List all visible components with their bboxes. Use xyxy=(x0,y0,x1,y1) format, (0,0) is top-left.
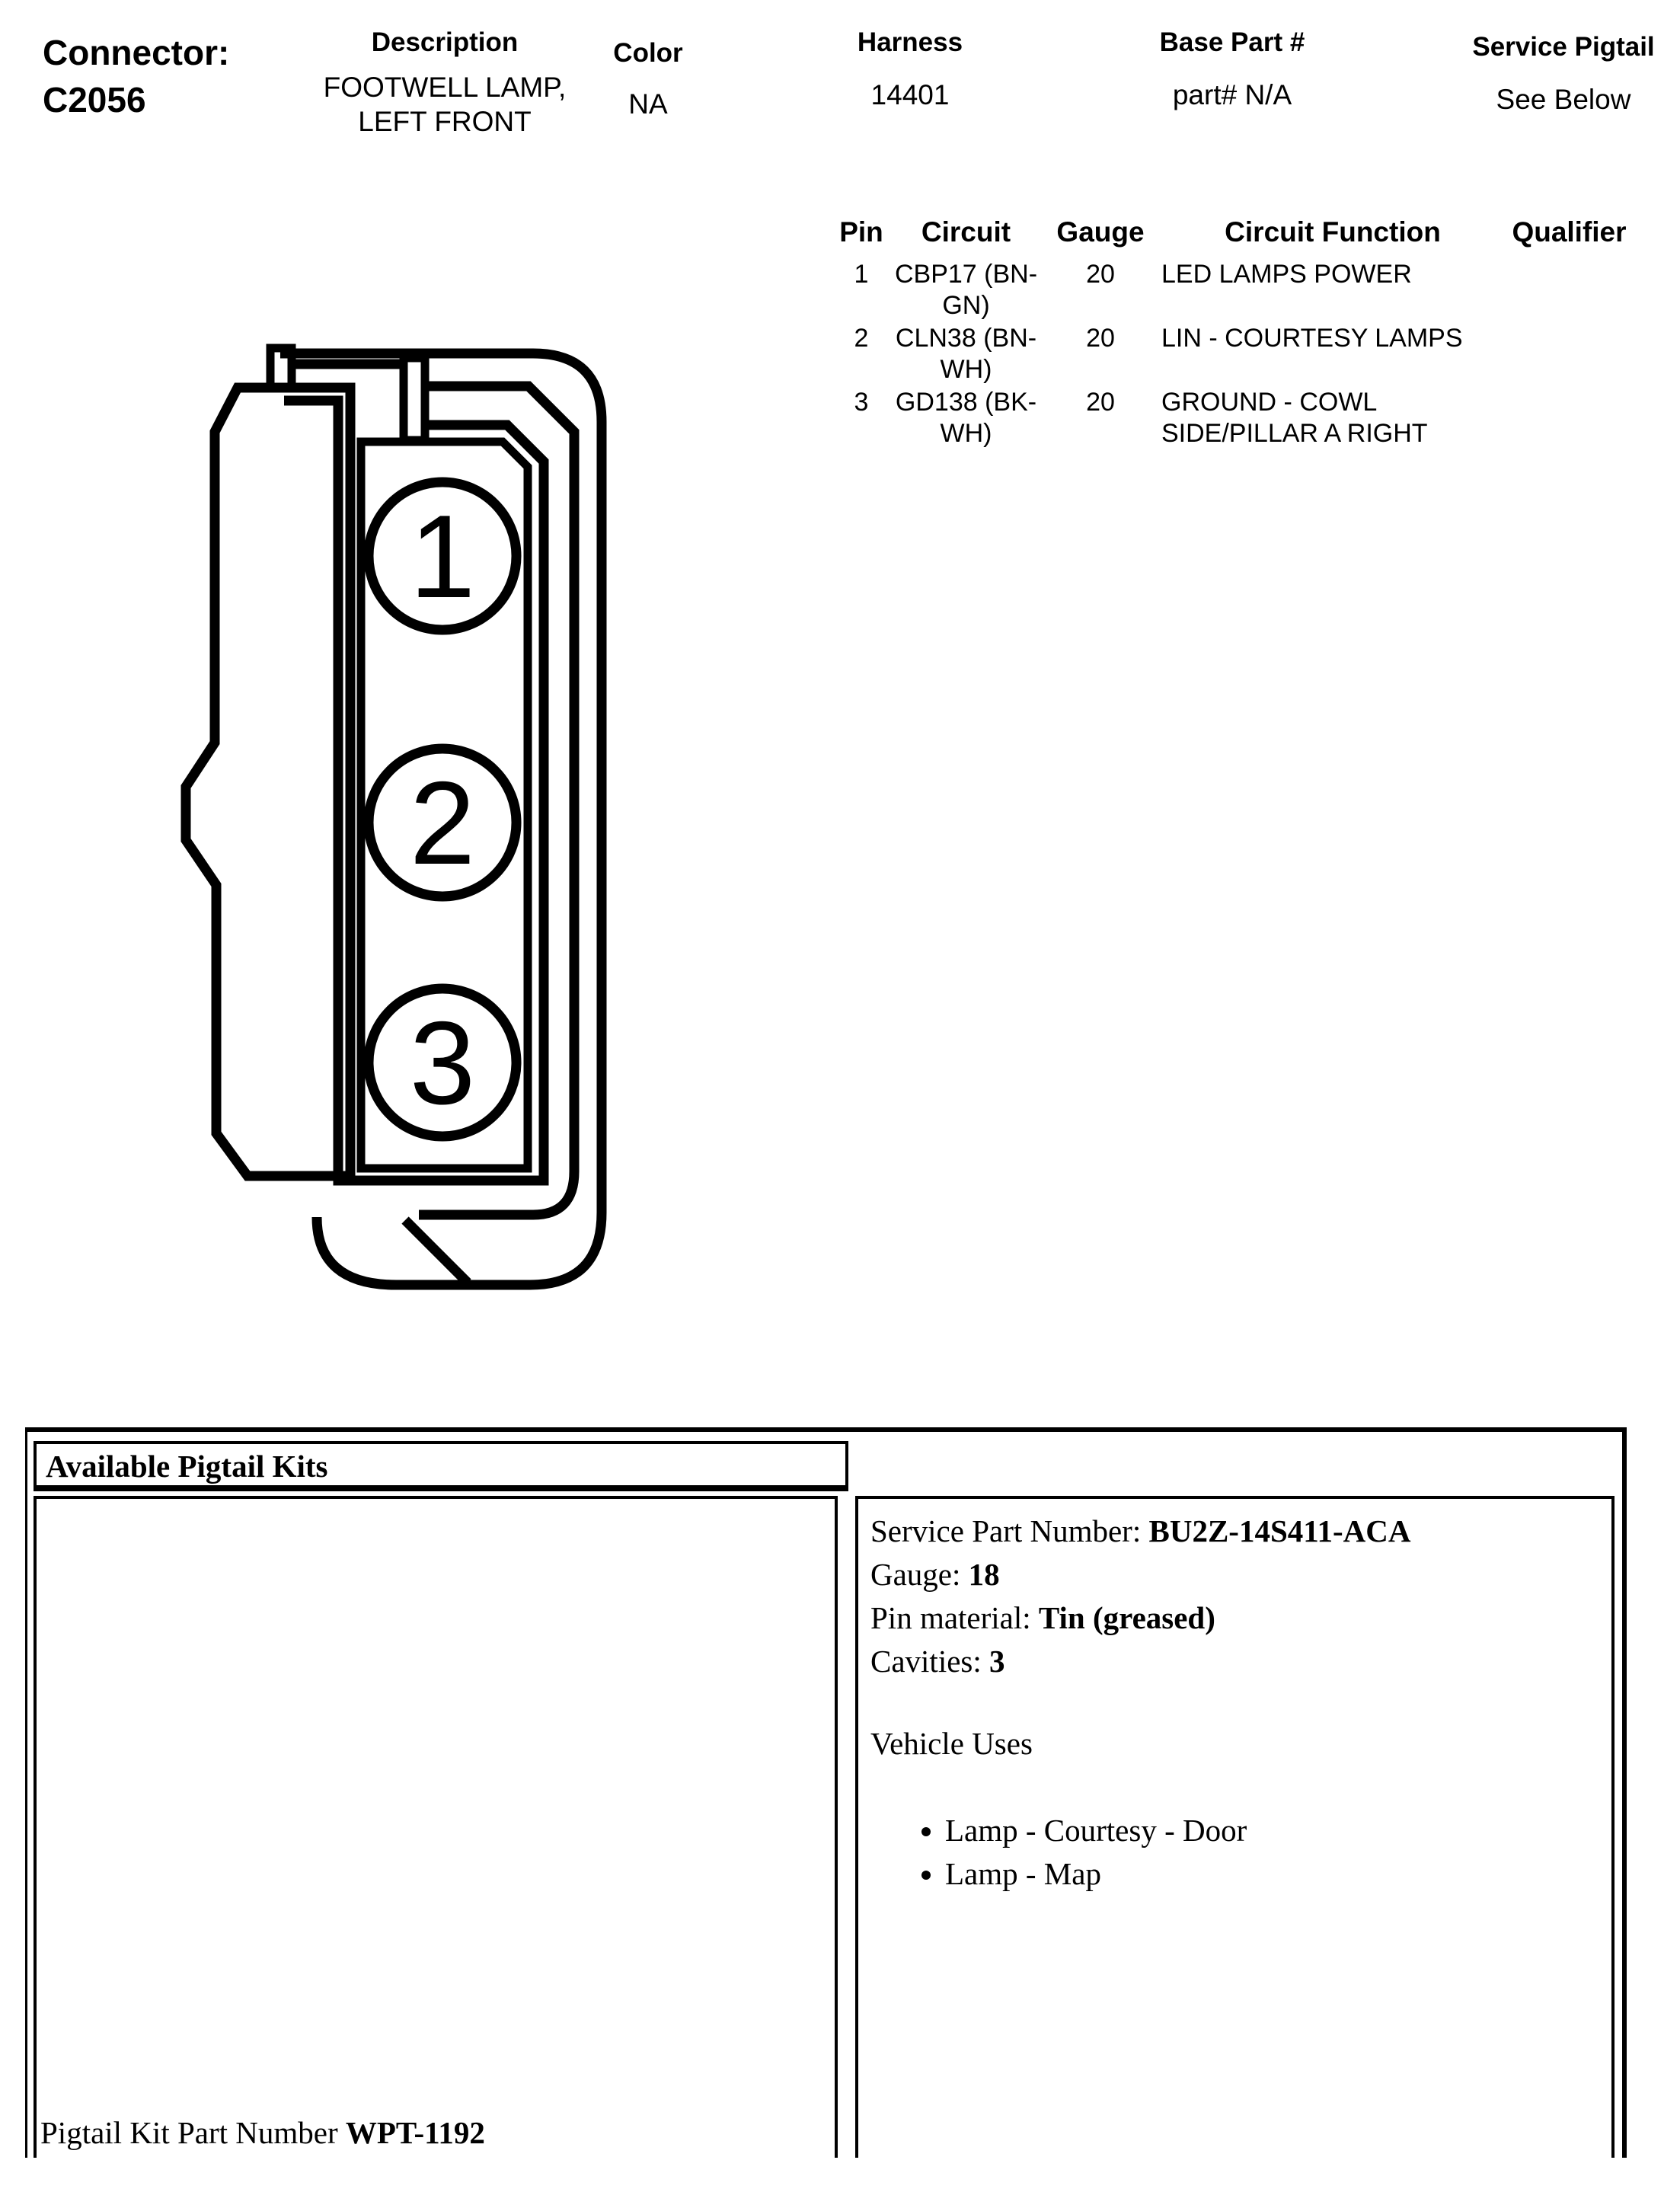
header-field-service-pigtail xyxy=(1459,32,1668,117)
vehicle-uses-title: Vehicle Uses xyxy=(870,1726,1033,1761)
service-part-cell xyxy=(855,1496,1615,2158)
service-part-label: Service Part Number: xyxy=(870,1513,1149,1548)
circuit-cell: GD138 (BK- WH) xyxy=(895,388,1037,448)
pin-table-header-gauge: Gauge xyxy=(1056,216,1145,248)
function-cell: LIN - COURTESY LAMPS xyxy=(1161,324,1463,353)
pin-1-number: 1 xyxy=(409,490,476,622)
vehicle-use-item: • Lamp - Courtesy - Door xyxy=(945,1809,1599,1852)
service-pigtail-value: See Below xyxy=(1496,84,1631,115)
qualifier-cell xyxy=(1504,323,1634,387)
harness-value: 14401 xyxy=(870,79,950,110)
harness-label: Harness xyxy=(857,27,963,57)
connector-diagram xyxy=(168,328,640,1302)
header-field-harness xyxy=(838,27,982,112)
cavities-label: Cavities: xyxy=(870,1644,990,1679)
housing-outline xyxy=(186,388,350,1176)
pigtail-kit-line xyxy=(40,2114,485,2152)
pin-table-header-function: Circuit Function xyxy=(1225,216,1441,248)
gauge-label: Gauge: xyxy=(870,1557,969,1592)
function-cell: GROUND - COWL SIDE/PILLAR A RIGHT xyxy=(1161,388,1428,448)
circuit-cell: CBP17 (BN- GN) xyxy=(894,260,1038,320)
service-pigtail-label: Service Pigtail xyxy=(1472,32,1655,62)
pin-table-header-circuit: Circuit xyxy=(921,216,1011,248)
pin-material-label: Pin material: xyxy=(870,1600,1039,1635)
pigtail-kit-label: Pigtail Kit Part Number xyxy=(40,2115,346,2150)
description-value: FOOTWELL LAMP, LEFT FRONT xyxy=(323,72,567,137)
circuit-cell: CLN38 (BN- WH) xyxy=(895,324,1037,384)
header-field-color xyxy=(583,38,713,121)
pigtail-kit-cell xyxy=(34,1496,838,2158)
cavities-value: 3 xyxy=(989,1644,1005,1679)
qualifier-cell xyxy=(1504,387,1634,451)
qualifier-cell xyxy=(1504,259,1634,323)
pin-cell: 1 xyxy=(854,260,869,289)
bottom-cut-line xyxy=(405,1220,468,1283)
header-field-description xyxy=(317,27,573,139)
gauge-cell: 20 xyxy=(1086,324,1115,353)
service-part-number: BU2Z-14S411-ACA xyxy=(1148,1513,1411,1548)
base-part-value: part# N/A xyxy=(1172,79,1292,110)
description-label: Description xyxy=(371,27,519,57)
cavities-line xyxy=(870,1640,1599,1683)
pin-cell: 2 xyxy=(854,324,869,353)
gauge-line xyxy=(870,1553,1599,1596)
pigtail-section-title-box xyxy=(34,1441,848,1491)
gauge-value: 18 xyxy=(968,1557,1000,1592)
connector-id xyxy=(43,29,229,123)
pin-table-header-qualifier: Qualifier xyxy=(1512,216,1627,248)
color-label: Color xyxy=(613,38,683,68)
header-field-base-part xyxy=(1132,27,1333,112)
pin-material-line xyxy=(870,1596,1599,1640)
function-cell: LED LAMPS POWER xyxy=(1161,260,1412,289)
connector-number: C2056 xyxy=(43,80,146,120)
pigtail-section-title: Available Pigtail Kits xyxy=(46,1449,328,1484)
vehicle-uses-list xyxy=(870,1809,1599,1896)
pin-table-header-pin: Pin xyxy=(839,216,883,248)
keyway-slot xyxy=(404,358,425,440)
connector-drawing-svg xyxy=(168,328,640,1302)
pin-2-number: 2 xyxy=(409,757,476,889)
service-part-line xyxy=(870,1510,1599,1553)
color-value: NA xyxy=(628,88,668,120)
pin-cell: 3 xyxy=(854,388,869,417)
pin-material-value: Tin (greased) xyxy=(1038,1600,1215,1635)
base-part-label: Base Part # xyxy=(1159,27,1305,57)
connector-label: Connector: xyxy=(43,33,230,72)
gauge-cell: 20 xyxy=(1086,260,1115,289)
pin-table xyxy=(830,216,1634,451)
vehicle-use-item: • Lamp - Map xyxy=(945,1852,1599,1896)
pigtail-kit-number: WPT-1192 xyxy=(345,2115,485,2150)
gauge-cell: 20 xyxy=(1086,388,1115,417)
pin-3-number: 3 xyxy=(409,997,476,1129)
